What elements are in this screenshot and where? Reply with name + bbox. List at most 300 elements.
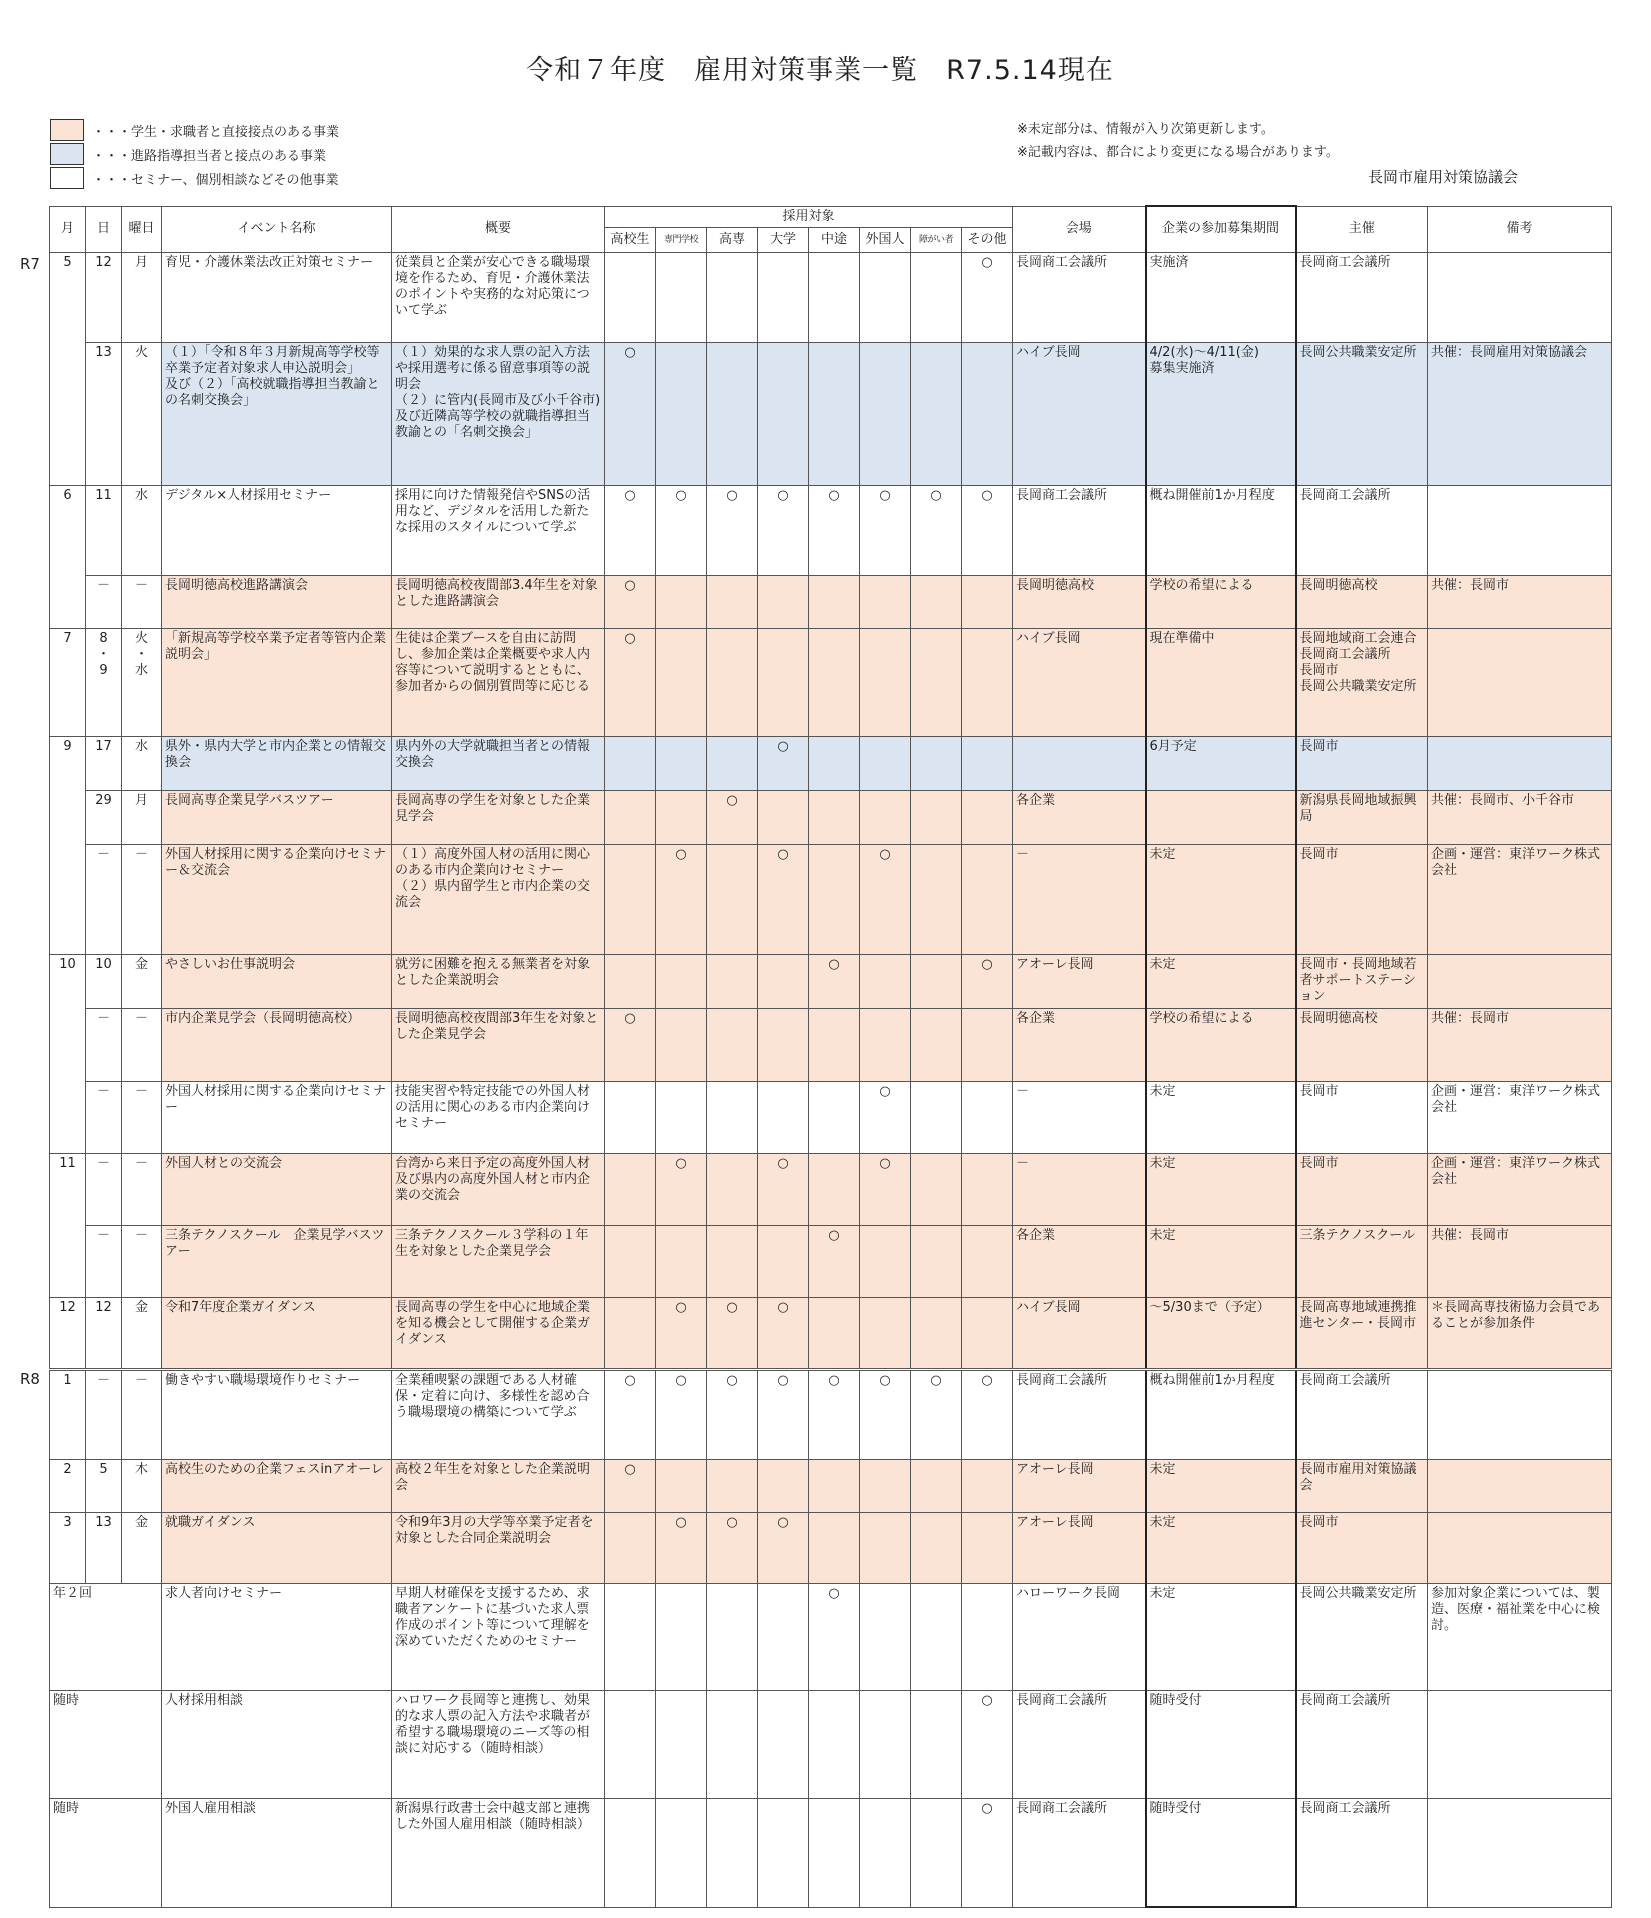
target-mark: ○ <box>860 844 911 954</box>
remarks-cell <box>1428 1512 1612 1583</box>
event-name-cell: 市内企業見学会（長岡明徳高校） <box>162 1008 392 1081</box>
target-mark: ○ <box>911 1369 962 1459</box>
target-mark: ○ <box>707 1512 758 1583</box>
day-cell: － <box>86 1008 122 1081</box>
remarks-cell: 企画・運営：東洋ワーク株式会社 <box>1428 1153 1612 1225</box>
target-mark <box>707 1081 758 1153</box>
target-mark <box>605 954 656 1008</box>
venue-cell: アオーレ長岡 <box>1013 954 1146 1008</box>
target-mark: ○ <box>962 954 1013 1008</box>
event-name-cell: 外国人材との交流会 <box>162 1153 392 1225</box>
target-mark: ○ <box>860 1369 911 1459</box>
summary-cell: 採用に向けた情報発信やSNSの活用など、デジタルを活用した新たな採用のスタイルについて学ぶ <box>392 485 605 575</box>
day-cell: － <box>86 844 122 954</box>
day-cell: 13 <box>86 342 122 485</box>
note: ※記載内容は、都合により変更になる場合があります。 <box>1017 145 1339 160</box>
remarks-cell <box>1428 252 1612 342</box>
weekday-cell: － <box>122 1008 162 1081</box>
target-mark <box>860 790 911 844</box>
venue-cell <box>1013 736 1146 790</box>
target-mark <box>809 575 860 628</box>
target-mark <box>962 1081 1013 1153</box>
fiscal-year-label-r7: R7 <box>20 255 40 273</box>
target-mark <box>860 1583 911 1690</box>
month-cell: 随時 <box>50 1798 162 1907</box>
target-mark <box>758 1459 809 1512</box>
remarks-cell <box>1428 736 1612 790</box>
legend-label: ・・・進路指導担当者と接点のある事業 <box>92 148 327 164</box>
period-cell: 未定 <box>1146 1225 1296 1297</box>
day-cell: 8 ・ 9 <box>86 628 122 736</box>
period-cell: 未定 <box>1146 1153 1296 1225</box>
target-mark: ○ <box>605 628 656 736</box>
table-row <box>50 1798 1612 1907</box>
target-mark <box>707 1153 758 1225</box>
month-cell: 2 <box>50 1459 86 1512</box>
table-row <box>50 1583 1612 1690</box>
summary-cell: 技能実習や特定技能での外国人材の活用に関心のある市内企業向けセミナー <box>392 1081 605 1153</box>
table-row <box>50 1297 1612 1369</box>
period-cell: 学校の希望による <box>1146 1008 1296 1081</box>
venue-cell: 各企業 <box>1013 1008 1146 1081</box>
table-row <box>50 1369 1612 1459</box>
target-mark <box>962 736 1013 790</box>
venue-cell: ハイブ長岡 <box>1013 628 1146 736</box>
target-mark: ○ <box>758 485 809 575</box>
weekday-cell: － <box>122 1081 162 1153</box>
venue-cell: ハイブ長岡 <box>1013 342 1146 485</box>
event-name-cell: 高校生のための企業フェスinアオーレ <box>162 1459 392 1512</box>
period-cell: 未定 <box>1146 1459 1296 1512</box>
day-cell: 5 <box>86 1459 122 1512</box>
target-mark <box>605 252 656 342</box>
target-mark: ○ <box>656 485 707 575</box>
host-cell: 長岡商工会議所 <box>1296 1369 1428 1459</box>
header-target: 採用対象 <box>605 206 1013 227</box>
target-mark <box>860 1690 911 1798</box>
summary-cell: 早期人材確保を支援するため、求職者アンケートに基づいた求人票作成のポイント等について理解を深めていただくためのセミナー <box>392 1583 605 1690</box>
weekday-cell: 水 <box>122 485 162 575</box>
host-cell: 長岡市 <box>1296 1081 1428 1153</box>
weekday-cell: 木 <box>122 1459 162 1512</box>
target-mark <box>656 628 707 736</box>
target-mark <box>962 1008 1013 1081</box>
header-target-vocational: 専門学校 <box>656 227 707 252</box>
weekday-cell: 火 <box>122 342 162 485</box>
target-mark <box>707 1798 758 1907</box>
header-summary: 概要 <box>392 206 605 252</box>
target-mark <box>962 342 1013 485</box>
summary-cell: 新潟県行政書士会中越支部と連携した外国人雇用相談（随時相談） <box>392 1798 605 1907</box>
target-mark: ○ <box>809 954 860 1008</box>
summary-cell: 生徒は企業ブースを自由に訪問し、参加企業は企業概要や求人内容等について説明するとともに、参加者からの個別質問等に応じる <box>392 628 605 736</box>
event-name-cell: 働きやすい職場環境作りセミナー <box>162 1369 392 1459</box>
target-mark <box>911 1225 962 1297</box>
period-cell: 6月予定 <box>1146 736 1296 790</box>
table-row <box>50 1008 1612 1081</box>
weekday-cell: 月 <box>122 252 162 342</box>
target-mark <box>656 1798 707 1907</box>
period-cell: ～5/30まで（予定） <box>1146 1297 1296 1369</box>
target-mark <box>758 1690 809 1798</box>
period-cell: 未定 <box>1146 1583 1296 1690</box>
period-cell <box>1146 790 1296 844</box>
event-name-cell: （１）「令和８年３月新規高等学校等卒業予定者対象求人申込説明会」 及び（２）「高校就職指導担当教諭との名刺交換会」 <box>162 342 392 485</box>
target-mark <box>758 342 809 485</box>
target-mark <box>809 628 860 736</box>
table-row <box>50 1690 1612 1798</box>
period-cell: 随時受付 <box>1146 1798 1296 1907</box>
target-mark <box>860 575 911 628</box>
summary-cell: 台湾から来日予定の高度外国人材及び県内の高度外国人材と市内企業の交流会 <box>392 1153 605 1225</box>
summary-cell: 令和9年3月の大学等卒業予定者を対象とした合同企業説明会 <box>392 1512 605 1583</box>
target-mark <box>758 575 809 628</box>
target-mark: ○ <box>605 485 656 575</box>
target-mark <box>860 1008 911 1081</box>
target-mark: ○ <box>962 1798 1013 1907</box>
legend-item-teacher <box>50 142 339 166</box>
day-cell: － <box>86 575 122 628</box>
summary-cell: （１）効果的な求人票の記入方法や採用選考に係る留意事項等の説明会 （２）に管内(長岡市及び小千谷市)及び近隣高等学校の就職指導担当教諭との「名刺交換会」 <box>392 342 605 485</box>
venue-cell: 長岡商工会議所 <box>1013 1798 1146 1907</box>
period-cell: 4/2(水)～4/11(金) 募集実施済 <box>1146 342 1296 485</box>
target-mark <box>656 954 707 1008</box>
target-mark <box>656 342 707 485</box>
target-mark: ○ <box>707 790 758 844</box>
target-mark <box>707 1583 758 1690</box>
weekday-cell: 水 <box>122 736 162 790</box>
target-mark <box>962 844 1013 954</box>
target-mark: ○ <box>605 1008 656 1081</box>
header-target-highschool: 高校生 <box>605 227 656 252</box>
month-cell: 6 <box>50 485 86 628</box>
legend-item-student <box>50 118 339 142</box>
venue-cell: ハイブ長岡 <box>1013 1297 1146 1369</box>
header-target-foreigner: 外国人 <box>860 227 911 252</box>
table-row <box>50 628 1612 736</box>
target-mark <box>758 1583 809 1690</box>
day-cell: 10 <box>86 954 122 1008</box>
target-mark: ○ <box>605 575 656 628</box>
target-mark <box>656 1583 707 1690</box>
target-mark: ○ <box>911 485 962 575</box>
day-cell: 12 <box>86 252 122 342</box>
target-mark <box>656 252 707 342</box>
day-cell: － <box>86 1081 122 1153</box>
target-mark <box>605 1081 656 1153</box>
target-mark <box>656 736 707 790</box>
weekday-cell: － <box>122 575 162 628</box>
event-name-cell: 三条テクノスクール 企業見学バスツアー <box>162 1225 392 1297</box>
venue-cell: アオーレ長岡 <box>1013 1512 1146 1583</box>
day-cell: 29 <box>86 790 122 844</box>
target-mark <box>911 954 962 1008</box>
header-target-disabled: 障がい者 <box>911 227 962 252</box>
target-mark: ○ <box>656 1297 707 1369</box>
target-mark <box>809 1153 860 1225</box>
period-cell: 未定 <box>1146 954 1296 1008</box>
period-cell: 概ね開催前1か月程度 <box>1146 485 1296 575</box>
target-mark: ○ <box>962 1369 1013 1459</box>
venue-cell: ハローワーク長岡 <box>1013 1583 1146 1690</box>
target-mark <box>911 1690 962 1798</box>
target-mark: ○ <box>656 844 707 954</box>
summary-cell: ハロワーク長岡等と連携し、効果的な求人票の記入方法や求職者が希望する職場環境のニーズ等の相談に対応する（随時相談） <box>392 1690 605 1798</box>
venue-cell: － <box>1013 1081 1146 1153</box>
target-mark <box>860 1225 911 1297</box>
header-target-university: 大学 <box>758 227 809 252</box>
target-mark: ○ <box>860 1081 911 1153</box>
header-target-other: その他 <box>962 227 1013 252</box>
table-row <box>50 1225 1612 1297</box>
header-host: 主催 <box>1296 206 1428 252</box>
target-mark: ○ <box>656 1512 707 1583</box>
target-mark: ○ <box>809 1225 860 1297</box>
venue-cell: 長岡商工会議所 <box>1013 252 1146 342</box>
target-mark <box>707 628 758 736</box>
target-mark <box>656 1459 707 1512</box>
summary-cell: 長岡高専の学生を中心に地域企業を知る機会として開催する企業ガイダンス <box>392 1297 605 1369</box>
event-name-cell: 外国人材採用に関する企業向けセミナー <box>162 1081 392 1153</box>
legend-label: ・・・学生・求職者と直接接点のある事業 <box>92 124 340 140</box>
target-mark <box>656 790 707 844</box>
period-cell: 実施済 <box>1146 252 1296 342</box>
target-mark: ○ <box>962 485 1013 575</box>
remarks-cell: ＊長岡高専技術協力会員であることが参加条件 <box>1428 1297 1612 1369</box>
target-mark <box>911 1008 962 1081</box>
target-mark <box>962 1297 1013 1369</box>
target-mark <box>605 736 656 790</box>
target-mark <box>656 1690 707 1798</box>
header-weekday: 曜日 <box>122 206 162 252</box>
target-mark <box>758 790 809 844</box>
weekday-cell: 金 <box>122 1512 162 1583</box>
target-mark <box>860 342 911 485</box>
target-mark <box>911 1153 962 1225</box>
target-mark <box>911 628 962 736</box>
table-row <box>50 1153 1612 1225</box>
remarks-cell <box>1428 954 1612 1008</box>
target-mark <box>911 1081 962 1153</box>
period-cell: 未定 <box>1146 1081 1296 1153</box>
target-mark <box>809 790 860 844</box>
target-mark <box>809 844 860 954</box>
remarks-cell: 企画・運営：東洋ワーク株式会社 <box>1428 844 1612 954</box>
target-mark <box>962 790 1013 844</box>
target-mark <box>911 1798 962 1907</box>
event-name-cell: 就職ガイダンス <box>162 1512 392 1583</box>
target-mark <box>911 1512 962 1583</box>
notes <box>1017 118 1339 164</box>
event-name-cell: 人材採用相談 <box>162 1690 392 1798</box>
remarks-cell: 共催：長岡市 <box>1428 1225 1612 1297</box>
venue-cell: 長岡商工会議所 <box>1013 1369 1146 1459</box>
remarks-cell <box>1428 1798 1612 1907</box>
target-mark <box>911 790 962 844</box>
target-mark <box>656 575 707 628</box>
legend-label: ・・・セミナー、個別相談などその他事業 <box>92 172 339 188</box>
host-cell: 長岡市 <box>1296 844 1428 954</box>
target-mark <box>707 1459 758 1512</box>
target-mark <box>860 252 911 342</box>
target-mark: ○ <box>809 1583 860 1690</box>
target-mark: ○ <box>860 1153 911 1225</box>
table-row <box>50 954 1612 1008</box>
target-mark <box>809 1297 860 1369</box>
target-mark: ○ <box>962 252 1013 342</box>
day-cell: 12 <box>86 1297 122 1369</box>
weekday-cell: － <box>122 1369 162 1459</box>
table-row <box>50 252 1612 342</box>
period-cell: 概ね開催前1か月程度 <box>1146 1369 1296 1459</box>
target-mark <box>860 1459 911 1512</box>
table-row <box>50 1081 1612 1153</box>
host-cell: 長岡明徳高校 <box>1296 1008 1428 1081</box>
event-name-cell: 求人者向けセミナー <box>162 1583 392 1690</box>
month-cell: 随時 <box>50 1690 162 1798</box>
remarks-cell: 共催：長岡市 <box>1428 575 1612 628</box>
table-row <box>50 342 1612 485</box>
legend-swatch <box>50 167 84 189</box>
target-mark: ○ <box>860 485 911 575</box>
summary-cell: 県内外の大学就職担当者との情報交換会 <box>392 736 605 790</box>
venue-cell: 各企業 <box>1013 790 1146 844</box>
target-mark <box>911 1583 962 1690</box>
weekday-cell: 金 <box>122 954 162 1008</box>
host-cell: 長岡公共職業安定所 <box>1296 1583 1428 1690</box>
host-cell: 長岡地域商工会連合 長岡商工会議所 長岡市 長岡公共職業安定所 <box>1296 628 1428 736</box>
target-mark <box>758 252 809 342</box>
host-cell: 長岡商工会議所 <box>1296 1798 1428 1907</box>
host-cell: 長岡市 <box>1296 1153 1428 1225</box>
target-mark <box>809 1081 860 1153</box>
month-cell: 1 <box>50 1369 86 1459</box>
target-mark: ○ <box>707 1369 758 1459</box>
remarks-cell <box>1428 1459 1612 1512</box>
table-row <box>50 485 1612 575</box>
remarks-cell: 共催：長岡市 <box>1428 1008 1612 1081</box>
venue-cell: － <box>1013 844 1146 954</box>
host-cell: 長岡市 <box>1296 1512 1428 1583</box>
table-row <box>50 844 1612 954</box>
month-cell: 12 <box>50 1297 86 1369</box>
header-event: イベント名称 <box>162 206 392 252</box>
target-mark: ○ <box>962 1690 1013 1798</box>
target-mark: ○ <box>809 1369 860 1459</box>
summary-cell: 高校２年生を対象とした企業説明会 <box>392 1459 605 1512</box>
weekday-cell: 金 <box>122 1297 162 1369</box>
period-cell: 未定 <box>1146 1512 1296 1583</box>
target-mark: ○ <box>758 736 809 790</box>
header-day: 日 <box>86 206 122 252</box>
target-mark: ○ <box>758 1297 809 1369</box>
venue-cell: － <box>1013 1153 1146 1225</box>
note: ※未定部分は、情報が入り次第更新します。 <box>1017 122 1274 137</box>
target-mark <box>860 1798 911 1907</box>
target-mark <box>707 1008 758 1081</box>
target-mark <box>809 342 860 485</box>
event-name-cell: 令和7年度企業ガイダンス <box>162 1297 392 1369</box>
header-target-midcareer: 中途 <box>809 227 860 252</box>
period-cell: 現在準備中 <box>1146 628 1296 736</box>
weekday-cell: － <box>122 1153 162 1225</box>
venue-cell: 長岡商工会議所 <box>1013 1690 1146 1798</box>
target-mark <box>656 1081 707 1153</box>
target-mark <box>656 1225 707 1297</box>
weekday-cell: 月 <box>122 790 162 844</box>
event-name-cell: デジタル×人材採用セミナー <box>162 485 392 575</box>
organization-name: 長岡市雇用対策協議会 <box>1368 168 1519 186</box>
target-mark <box>707 1225 758 1297</box>
target-mark: ○ <box>758 1512 809 1583</box>
weekday-cell: － <box>122 1225 162 1297</box>
table-row <box>50 736 1612 790</box>
target-mark: ○ <box>605 1459 656 1512</box>
month-cell: 年２回 <box>50 1583 162 1690</box>
host-cell: 長岡商工会議所 <box>1296 485 1428 575</box>
target-mark <box>962 1512 1013 1583</box>
host-cell: 三条テクノスクール <box>1296 1225 1428 1297</box>
day-cell: － <box>86 1153 122 1225</box>
target-mark <box>707 1690 758 1798</box>
target-mark <box>860 1512 911 1583</box>
target-mark <box>911 342 962 485</box>
period-cell: 学校の希望による <box>1146 575 1296 628</box>
target-mark <box>809 252 860 342</box>
target-mark <box>758 1798 809 1907</box>
header-venue: 会場 <box>1013 206 1146 252</box>
target-mark <box>707 844 758 954</box>
target-mark <box>860 628 911 736</box>
month-cell: 3 <box>50 1512 86 1583</box>
target-mark <box>911 1297 962 1369</box>
remarks-cell: 企画・運営：東洋ワーク株式会社 <box>1428 1081 1612 1153</box>
target-mark <box>911 844 962 954</box>
target-mark <box>707 252 758 342</box>
target-mark: ○ <box>758 1369 809 1459</box>
event-name-cell: 「新規高等学校卒業予定者等管内企業説明会」 <box>162 628 392 736</box>
page-title: 令和７年度 雇用対策事業一覧 R7.5.14現在 <box>526 55 1114 86</box>
legend-swatch <box>50 119 84 141</box>
table-row <box>50 575 1612 628</box>
target-mark: ○ <box>707 485 758 575</box>
host-cell: 長岡明徳高校 <box>1296 575 1428 628</box>
host-cell: 長岡市雇用対策協議会 <box>1296 1459 1428 1512</box>
venue-cell: アオーレ長岡 <box>1013 1459 1146 1512</box>
host-cell: 長岡市・長岡地域若者サポートステーション <box>1296 954 1428 1008</box>
event-name-cell: 育児・介護休業法改正対策セミナー <box>162 252 392 342</box>
target-mark <box>809 1798 860 1907</box>
target-mark <box>758 628 809 736</box>
host-cell: 長岡高専地域連携推進センター・長岡市 <box>1296 1297 1428 1369</box>
event-name-cell: 外国人材採用に関する企業向けセミナー＆交流会 <box>162 844 392 954</box>
target-mark: ○ <box>605 342 656 485</box>
event-name-cell: やさしいお仕事説明会 <box>162 954 392 1008</box>
target-mark <box>962 1153 1013 1225</box>
venue-cell: 長岡明徳高校 <box>1013 575 1146 628</box>
summary-cell: （１）高度外国人材の活用に関心のある市内企業向けセミナー （２）県内留学生と市内企業の交流会 <box>392 844 605 954</box>
month-cell: 11 <box>50 1153 86 1297</box>
target-mark <box>605 1297 656 1369</box>
header-month: 月 <box>50 206 86 252</box>
target-mark <box>605 790 656 844</box>
host-cell: 長岡公共職業安定所 <box>1296 342 1428 485</box>
day-cell: 17 <box>86 736 122 790</box>
target-mark <box>962 1225 1013 1297</box>
summary-cell: 長岡明徳高校夜間部3.4年生を対象とした進路講演会 <box>392 575 605 628</box>
target-mark <box>911 575 962 628</box>
weekday-cell: － <box>122 844 162 954</box>
